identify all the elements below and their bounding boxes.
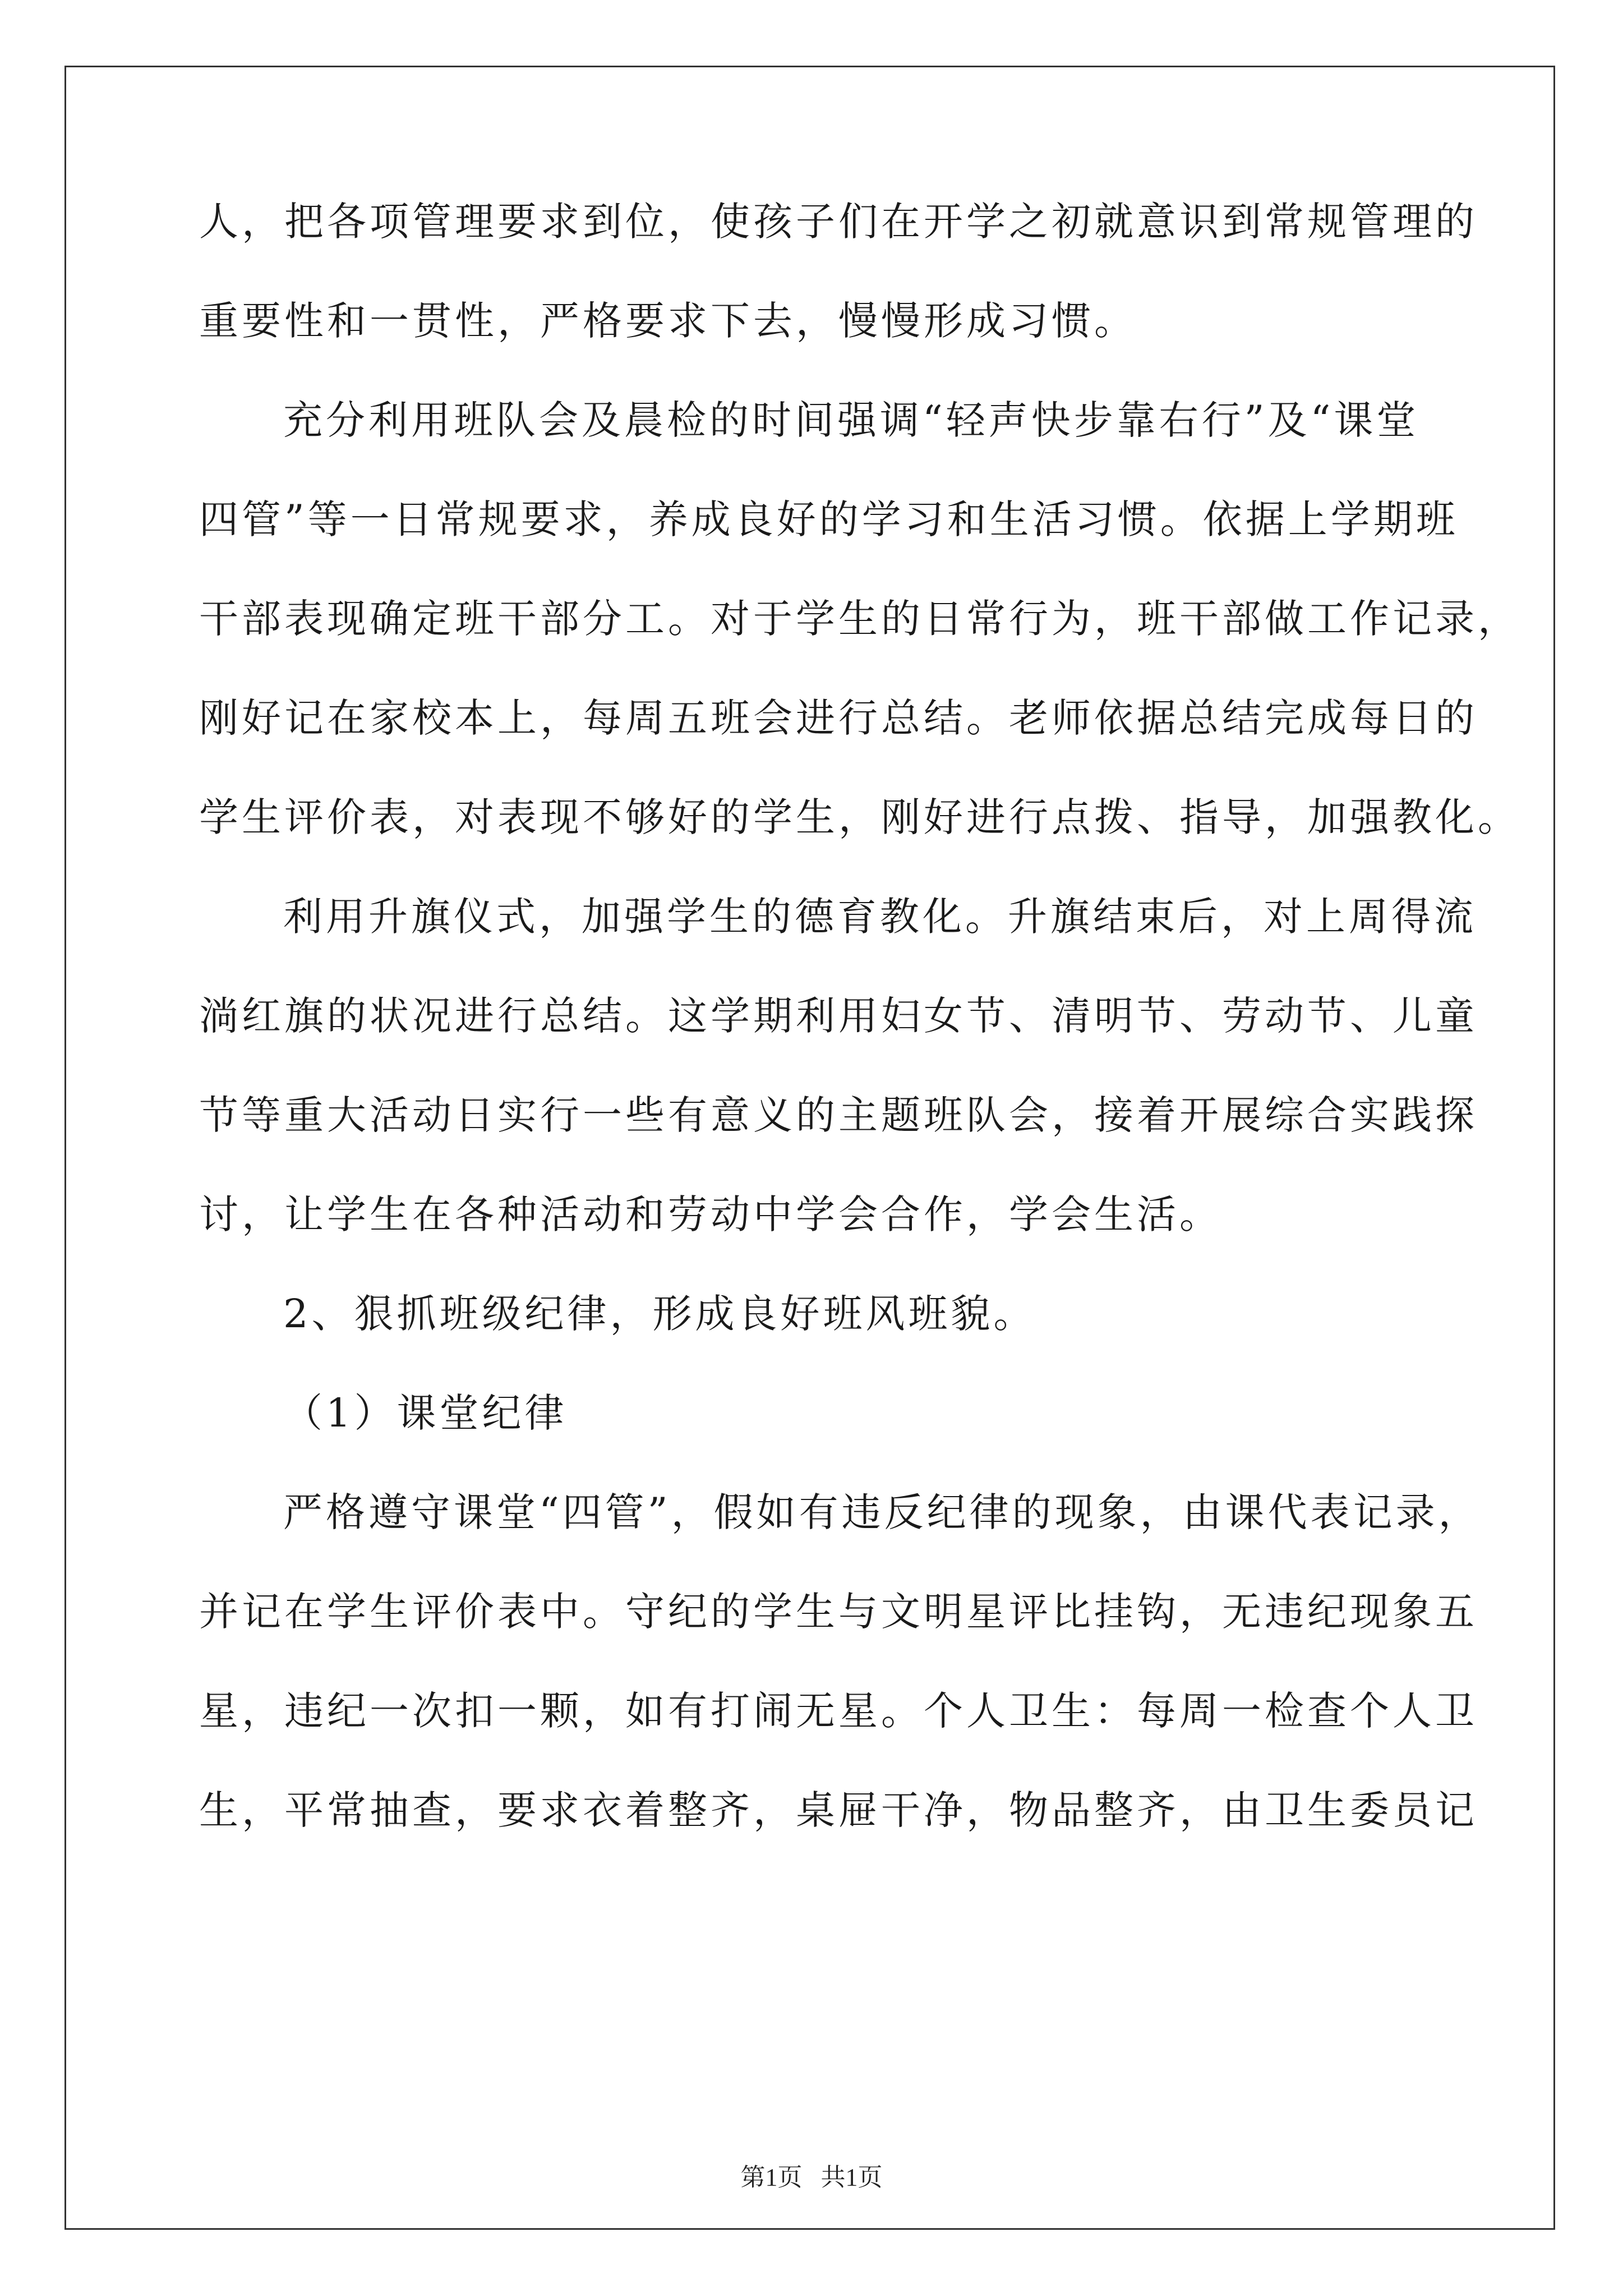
page-footer: 第1页 共1页	[740, 2164, 883, 2191]
text-line: 干部表现确定班干部分工。对于学生的日常行为，班干部做工作记录，	[199, 596, 1520, 642]
text-line: 人，把各项管理要求到位，使孩子们在开学之初就意识到常规管理的	[199, 199, 1478, 245]
paragraph-start: 充分利用班队会及晨检的时间强调“轻声快步靠右行”及“课堂	[283, 397, 1419, 443]
text-line: 星，违纪一次扣一颗，如有打闹无星。个人卫生：每周一检查个人卫	[199, 1688, 1478, 1734]
text-line: 四管”等一日常规要求，养成良好的学习和生活习惯。依据上学期班	[199, 496, 1459, 542]
paragraph-start: 利用升旗仪式，加强学生的德育教化。升旗结束后，对上周得流	[283, 894, 1477, 940]
text-line: 淌红旗的状况进行总结。这学期利用妇女节、清明节、劳动节、儿童	[199, 993, 1478, 1039]
text-line: 刚好记在家校本上，每周五班会进行总结。老师依据总结完成每日的	[199, 695, 1478, 741]
text-line: 并记在学生评价表中。守纪的学生与文明星评比挂钩，无违纪现象五	[199, 1589, 1478, 1635]
text-line: 讨，让学生在各种活动和劳动中学会合作，学会生活。	[199, 1191, 1222, 1237]
subsection-heading: （1）课堂纪律	[283, 1390, 568, 1436]
paragraph-start: 严格遵守课堂“四管”，假如有违反纪律的现象，由课代表记录，	[283, 1489, 1481, 1535]
text-line: 学生评价表，对表现不够好的学生，刚好进行点拨、指导，加强教化。	[199, 794, 1520, 840]
text-line: 重要性和一贯性，严格要求下去，慢慢形成习惯。	[199, 298, 1137, 344]
text-line: 节等重大活动日实行一些有意义的主题班队会，接着开展综合实践探	[199, 1092, 1478, 1138]
text-line: 生，平常抽查，要求衣着整齐，桌屉干净，物品整齐，由卫生委员记	[199, 1787, 1478, 1833]
section-heading: 2、狠抓班级纪律，形成良好班风班貌。	[283, 1291, 1036, 1337]
document-body	[199, 199, 1520, 1890]
